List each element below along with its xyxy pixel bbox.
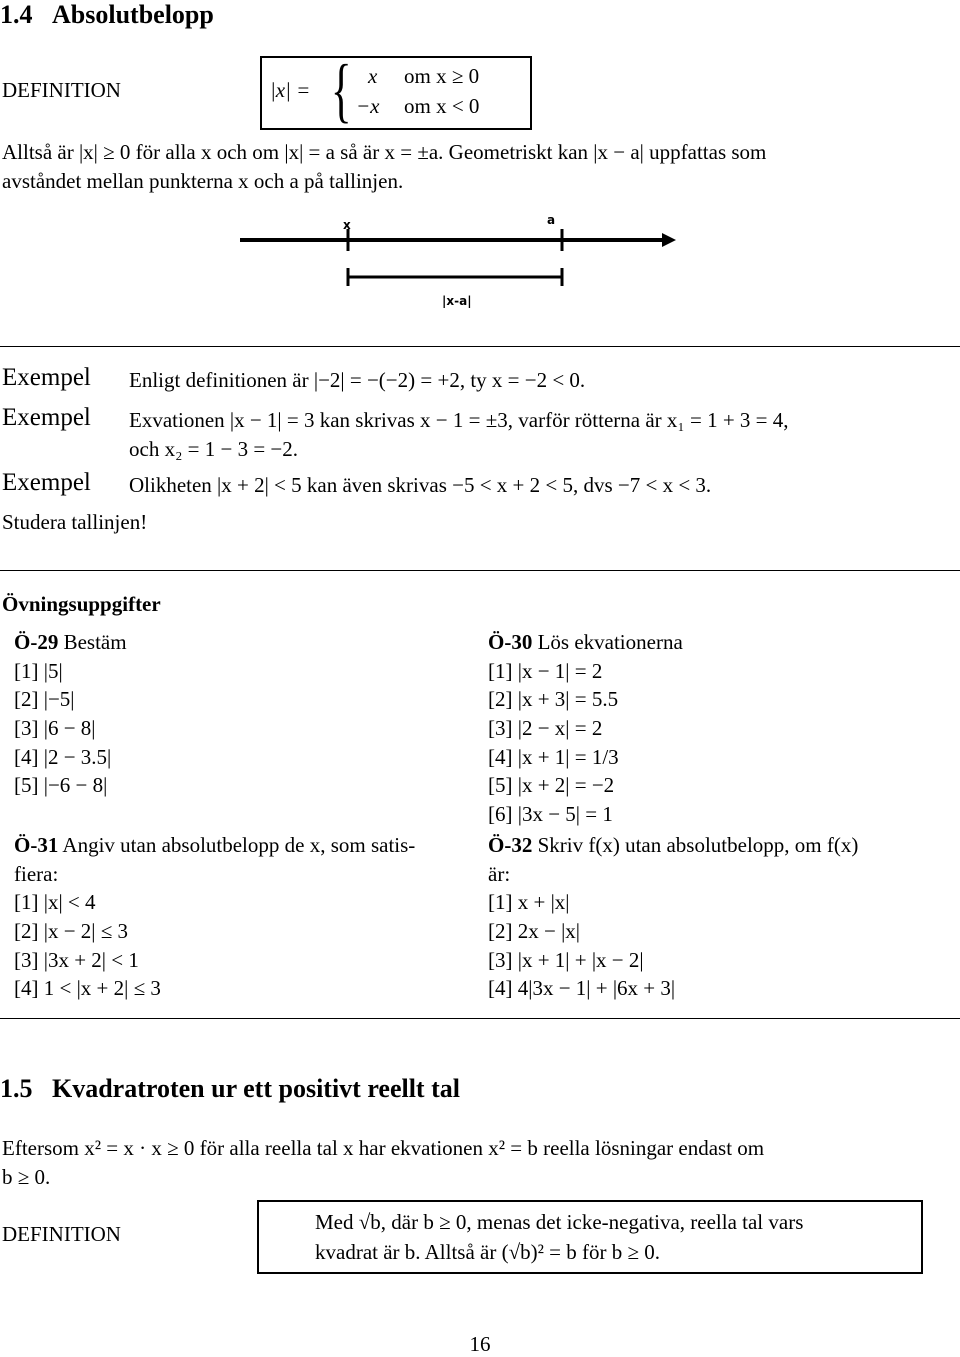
example-text: Enligt definitionen är |−2| = −(−2) = +2, ty x = −2 < 0.	[129, 368, 586, 392]
page-number: 16	[469, 1332, 491, 1356]
exercise-item: [3] |3x + 2| < 1	[14, 947, 139, 972]
label-distance: |x-a|	[442, 294, 472, 308]
definition-box	[257, 1200, 923, 1274]
exercise-o29	[14, 628, 127, 800]
exercise-id: Ö-31	[14, 833, 59, 857]
definition-label: DEFINITION	[2, 1222, 121, 1246]
exercise-o31	[14, 831, 415, 1003]
exercise-item: [4] 1 < |x + 2| ≤ 3	[14, 976, 161, 1001]
label-a: a	[547, 213, 556, 227]
case1-condition: om x ≥ 0	[404, 64, 480, 88]
exercise-item: [5] |x + 2| = −2	[488, 773, 615, 798]
example-text: Exvationen |x − 1| = 3 kan skrivas x − 1 = ±3, varför rötterna är x₁ = 1 + 3 = 4,	[129, 408, 789, 432]
exercise-item: [3] |2 − x| = 2	[488, 716, 603, 741]
definition-lhs: |x| =	[270, 78, 311, 102]
exercise-item: [4] 4|3x − 1| + |6x + 3|	[488, 976, 676, 1001]
paragraph-line: avståndet mellan punkterna x och a på tallinjen.	[2, 169, 404, 193]
exercise-item: [2] |−5|	[14, 687, 75, 712]
exercise-title: Bestäm	[63, 630, 127, 654]
exercise-item: [1] |x − 1| = 2	[488, 658, 603, 683]
example-text: och x₂ = 1 − 3 = −2.	[129, 437, 299, 461]
number-line-figure	[230, 200, 700, 325]
divider	[0, 570, 960, 571]
section-number: 1.4	[0, 0, 33, 29]
exercise-item: [1] |x| < 4	[14, 890, 96, 915]
example-label: Exempel	[2, 404, 91, 431]
divider	[0, 1018, 960, 1019]
section-number: 1.5	[0, 1074, 33, 1103]
case2-expression: −x	[356, 94, 380, 118]
exercise-item: [6] |3x − 5| = 1	[488, 802, 613, 827]
definition-text: kvadrat är b. Alltså är (√b)² = b för b ≥ 0.	[315, 1240, 661, 1264]
exercise-item: [2] |x − 2| ≤ 3	[14, 919, 129, 944]
exercise-title: Lös ekvationerna	[537, 630, 683, 654]
exercise-item: [3] |x + 1| + |x − 2|	[488, 947, 644, 972]
exercise-title-cont: är:	[488, 861, 511, 886]
case-brace: {	[330, 50, 352, 130]
exercise-item: [2] 2x − |x|	[488, 919, 580, 944]
case2-condition: om x < 0	[404, 94, 480, 118]
definition-label: DEFINITION	[2, 78, 121, 102]
example-text: Olikheten |x + 2| < 5 kan även skrivas −5 < x + 2 < 5, dvs −7 < x < 3.	[129, 473, 712, 497]
exercise-title-cont: fiera:	[14, 861, 59, 886]
example-label: Exempel	[2, 469, 91, 496]
definition-box	[260, 50, 532, 130]
definition-text: Med √b, där b ≥ 0, menas det icke-negativa, reella tal vars	[315, 1210, 804, 1234]
exercise-item: [5] |−6 − 8|	[14, 773, 108, 798]
exercise-item: [3] |6 − 8|	[14, 716, 96, 741]
exercise-item: [4] |x + 1| = 1/3	[488, 744, 619, 769]
exercise-item: [1] x + |x|	[488, 890, 570, 915]
paragraph-line: b ≥ 0.	[2, 1165, 51, 1189]
exercise-item: [1] |5|	[14, 658, 63, 683]
section-heading	[0, 0, 214, 30]
section-heading	[0, 1074, 460, 1104]
exercise-title: Skriv f(x) utan absolutbelopp, om f(x)	[537, 833, 859, 857]
divider	[0, 346, 960, 347]
exercise-o32	[488, 831, 858, 1003]
example-label: Exempel	[2, 364, 91, 391]
paragraph-line: Eftersom x² = x · x ≥ 0 för alla reella tal x har ekvationen x² = b reella lösningar endast om	[2, 1136, 765, 1160]
exercise-id: Ö-29	[14, 630, 59, 654]
exercise-id: Ö-30	[488, 630, 533, 654]
exercise-item: [4] |2 − 3.5|	[14, 744, 112, 769]
paragraph-line: Alltså är |x| ≥ 0 för alla x och om |x| = a så är x = ±a. Geometriskt kan |x − a| uppfattas som	[2, 140, 767, 164]
exercise-o30	[488, 628, 683, 829]
exercises-heading: Övningsuppgifter	[2, 592, 161, 616]
case1-expression: x	[368, 64, 378, 88]
exercise-item: [2] |x + 3| = 5.5	[488, 687, 619, 712]
section-title: Absolutbelopp	[52, 0, 214, 29]
exercise-title: Angiv utan absolutbelopp de x, som satis-	[62, 833, 416, 857]
arrow-head-icon	[662, 233, 676, 247]
exercise-id: Ö-32	[488, 833, 533, 857]
section-title: Kvadratroten ur ett positivt reellt tal	[52, 1074, 460, 1103]
study-note: Studera tallinjen!	[2, 510, 148, 534]
label-x: x	[343, 218, 351, 232]
